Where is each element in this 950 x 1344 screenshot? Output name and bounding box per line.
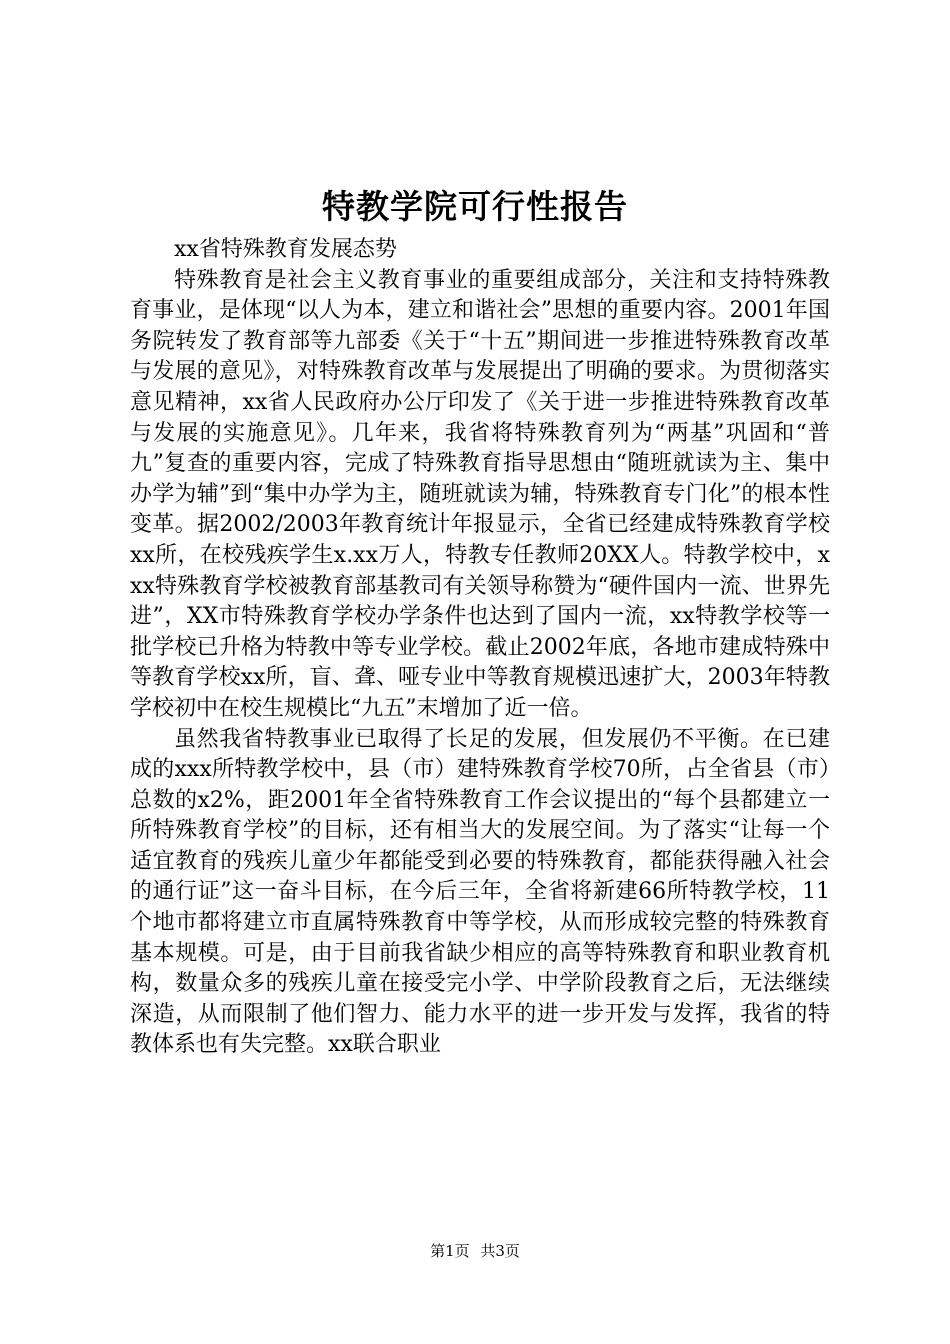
page-count: 共3页 [480,1242,520,1260]
page-number: 第1页 [430,1242,470,1260]
body-paragraph: 特殊教育是社会主义教育事业的重要组成部分，关注和支持特殊教育事业，是体现“以人为本，建立和谐社会”思想的重要内容。2001年国务院转发了教育部等九部委《关于“十五”期间进一步推进特殊教育改革与发展的意见》，对特殊教育改革与发展提出了明确的要求。为贯彻落实意见精神，xx省人民政府办公厅印发了《关于进一步推进特殊教育改革与发展的实施意见》。几年来，我省将特殊教育列为“两基”巩固和“普九”复查的重要内容，完成了特殊教育指导思想由“随班就读为主、集中办学为辅”到“集中办学为主，随班就读为辅，特殊教育专门化”的根本性变革。据2002/2003年教育统计年报显示，全省已经建成特殊教育学校xx所，在校残疾学生x.xx万人，特教专任教师20XX人。特教学校中，xxx特殊教育学校被教育部基教司有关领导称赞为“硬件国内一流、世界先进”，XX市特殊教育学校办学条件也达到了国内一流，xx特教学校等一批学校已升格为特教中等专业学校。截止2002年底，各地市建成特殊中等教育学校xx所，盲、聋、哑专业中等教育规模迅速扩大，2003年特教学校初中在校生规模比“九五”末增加了近一倍。 [130,267,830,721]
section-heading: xx省特殊教育发展态势 [174,237,397,262]
body-paragraph: 虽然我省特教事业已取得了长足的发展，但发展仍不平衡。在已建成的xxx所特教学校中，县（市）建特殊教育学校70所，占全省县（市）总数的x2%，距2001年全省特殊教育工作会议提出的“每个县都建立一所特殊教育学校”的目标，还有相当大的发展空间。为了落实“让每一个适宜教育的残疾儿童少年都能受到必要的特殊教育，都能获得融入社会的通行证”这一奋斗目标，在今后三年，全省将新建66所特教学校，11个地市都将建立市直属特殊教育中等学校，从而形成较完整的特殊教育基本规模。可是，由于目前我省缺少相应的高等特殊教育和职业教育机构，数量众多的残疾儿童在接受完小学、中学阶段教育之后，无法继续深造，从而限制了他们智力、能力水平的进一步开发与发挥，我省的特教体系也有失完整。xx联合职业 [130,726,830,1058]
document-title: 特教学院可行性报告 [322,187,628,226]
page-footer [0,1241,950,1261]
document-body [130,235,830,1061]
